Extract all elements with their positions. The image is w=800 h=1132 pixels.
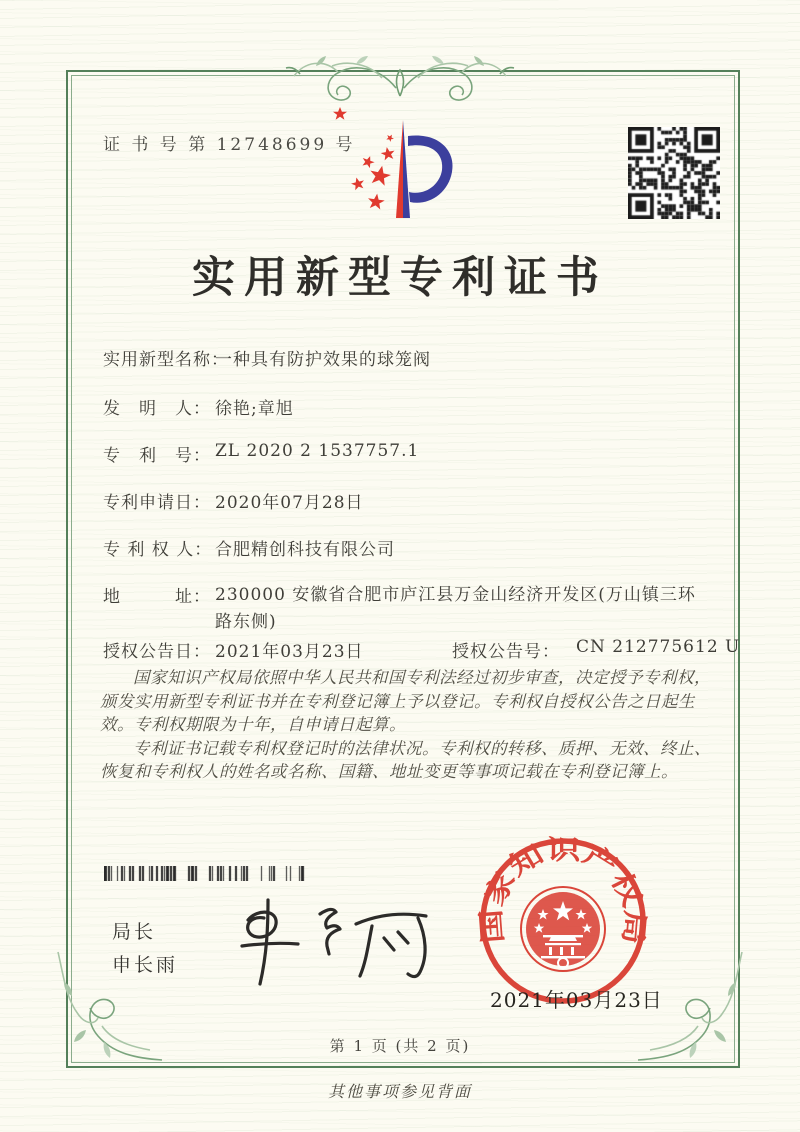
handwritten-signature-icon: [222, 884, 440, 996]
field-label-grant-number: 授权公告号：: [452, 642, 560, 662]
field-value-inventor: 徐艳;章旭: [215, 399, 294, 419]
commissioner-name: 申长雨: [112, 954, 179, 976]
page-number: 第 1 页 (共 2 页): [329, 1037, 471, 1055]
field-value-address: 230000 安徽省合肥市庐江县万金山经济开发区(万山镇三环路东侧): [215, 585, 696, 632]
certificate-title: 实用新型专利证书: [192, 253, 608, 303]
field-value-patent-number: ZL 2020 2 1537757.1: [215, 441, 420, 461]
field-value-grant-number: CN 212775612 U: [576, 637, 741, 657]
field-value-patentee: 合肥精创科技有限公司: [215, 540, 395, 560]
field-value-utility-model-name: 一种具有防护效果的球笼阀: [215, 350, 431, 370]
certificate-number: 证 书 号 第 12748699 号: [103, 135, 356, 155]
field-label-inventor: 发 明 人：: [103, 399, 211, 419]
barcode-icon: [104, 866, 310, 881]
field-label-patentee: 专 利 权 人：: [103, 540, 213, 560]
top-center-flourish-icon: [286, 44, 514, 108]
legal-text-block: [100, 666, 714, 784]
back-side-note: 其他事项参见背面: [327, 1082, 472, 1101]
legal-paragraph-1: 国家知识产权局依照中华人民共和国专利法经过初步审查，决定授予专利权，颁发实用新型专利证书并在专利登记簿上予以登记。专利权自授权公告之日起生效。专利权期限为十年，自申请日起算。: [100, 668, 711, 734]
field-label-grant-date: 授权公告日：: [103, 642, 211, 662]
field-label-patent-number: 专 利 号：: [103, 446, 211, 466]
field-label-utility-model-name: 实用新型名称：: [103, 350, 229, 370]
legal-paragraph-2: 专利证书记载专利权登记时的法律状况。专利权的转移、质押、无效、终止、恢复和专利权人的姓名或名称、国籍、地址变更等事项记载在专利登记簿上。: [100, 738, 711, 781]
seal-date: 2021年03月23日: [490, 988, 663, 1012]
field-label-filing-date: 专利申请日：: [103, 493, 211, 513]
field-value-filing-date: 2020年07月28日: [215, 493, 364, 513]
cnipa-logo-icon: [340, 114, 468, 232]
qr-code-icon: [628, 127, 720, 219]
commissioner-title: 局长: [112, 921, 157, 943]
field-label-address: 地 址：: [103, 587, 211, 607]
field-value-grant-date: 2021年03月23日: [215, 642, 364, 662]
national-emblem-icon: [521, 887, 605, 971]
seal-ring-text: 国家知识产权局: [476, 835, 651, 945]
